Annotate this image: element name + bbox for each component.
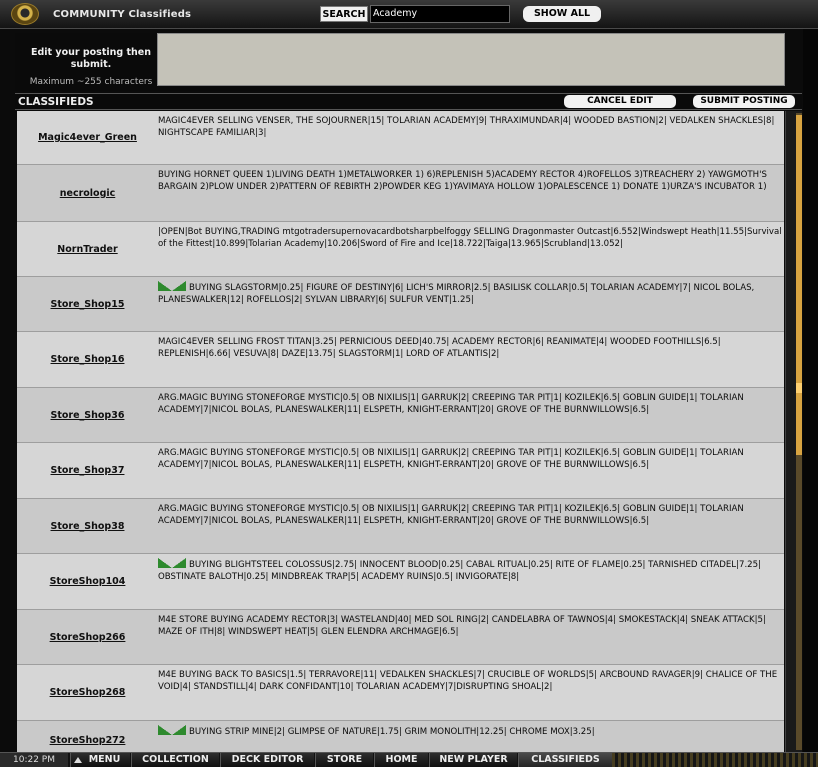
listing-row[interactable] <box>17 332 784 388</box>
tab-collection[interactable]: COLLECTION <box>131 753 219 767</box>
classifieds-header <box>15 93 802 110</box>
seller-cell <box>17 165 158 221</box>
posting-textarea[interactable] <box>157 33 785 86</box>
buy-sign-icon <box>158 558 186 568</box>
top-bar <box>0 0 818 29</box>
app-title: COMMUNITY Classifieds <box>53 9 192 20</box>
seller-name-link[interactable]: StoreShop104 <box>49 576 126 587</box>
search-input[interactable]: Academy <box>370 5 510 23</box>
buy-sign-icon <box>158 725 186 735</box>
listing-message: ARG.MAGIC BUYING STONEFORGE MYSTIC|0.5| OB NIXILIS|1| GARRUK|2| CREEPING TAR PIT|1| KOZILEK|6.5| GOBLIN GUIDE|1| TOLARIAN ACADEMY|7|NICOL BOLAS, PLANESWALKER|11| ELSPETH, KNIGHT-ERRANT|20| GROVE OF THE BURNWILLOWS|6.5| <box>158 448 744 470</box>
seller-name-link[interactable]: StoreShop268 <box>49 687 126 698</box>
tab-deck-editor[interactable]: DECK EDITOR <box>220 753 314 767</box>
tab-classifieds[interactable]: CLASSIFIEDS <box>518 753 612 767</box>
listing-message: BUYING STRIP MINE|2| GLIMPSE OF NATURE|1.75| GRIM MONOLITH|12.25| CHROME MOX|3.25| <box>158 721 784 752</box>
seller-cell <box>17 499 158 553</box>
listing-message: BUYING BLIGHTSTEEL COLOSSUS|2.75| INNOCENT BLOOD|0.25| CABAL RITUAL|0.25| RITE OF FLAME|0.25| TARNISHED CITADEL|7.25| OBSTINATE BALOTH|0.25| MINDBREAK TRAP|5| ACADEMY RUINS|0.5| INVIGORATE|8| <box>158 560 762 582</box>
listing-message: BUYING SLAGSTORM|0.25| FIGURE OF DESTINY|6| LICH'S MIRROR|2.5| BASILISK COLLAR|0.5| TOLARIAN ACADEMY|7| NICOL BOLAS, PLANESWALKER|12| ROFELLOS|2| SYLVAN LIBRARY|6| SULFUR VENT|1.25| <box>158 283 755 305</box>
menu-up-arrow-icon <box>74 757 82 763</box>
seller-cell <box>17 721 158 752</box>
seller-name-link[interactable]: Store_Shop36 <box>50 409 125 421</box>
scrollbar[interactable] <box>785 111 802 752</box>
buy-sign-icon <box>158 281 186 291</box>
posting-instructions: Edit your posting then submit. <box>30 47 152 70</box>
listing-row[interactable] <box>17 665 784 721</box>
window-frame <box>803 29 818 752</box>
seller-cell <box>17 388 158 442</box>
listing-row[interactable] <box>17 165 784 222</box>
seller-name-link[interactable]: Store_Shop37 <box>50 465 125 476</box>
seller-cell <box>17 554 158 609</box>
search-button[interactable]: SEARCH <box>320 6 368 22</box>
seller-name-link[interactable]: necrologic <box>59 187 116 199</box>
listing-message: BUYING HORNET QUEEN 1)LIVING DEATH 1)METALWORKER 1) 6)REPLENISH 5)ACADEMY RECTOR 4)ROFELLOS 3)TREACHERY 2) YAWGMOTH'S BARGAIN 2)PLOW UNDER 2)PATTERN OF REBIRTH 2)POWDER KEG 1)YAVIMAYA HOLLOW 1)OPALESCENCE 1) DONATE 1)URZA'S INCUBATOR 1) <box>158 170 767 192</box>
seller-name-link[interactable]: StoreShop272 <box>49 735 126 746</box>
listing-row[interactable] <box>17 610 784 665</box>
listing-message: MAGIC4EVER SELLING VENSER, THE SOJOURNER|15| TOLARIAN ACADEMY|9| THRAXIMUNDAR|4| WOODED BASTION|2| VEDALKEN SHACKLES|8| NIGHTSCAPE FAMILIAR|3| <box>158 116 775 138</box>
seller-cell <box>17 222 158 276</box>
seller-cell <box>17 610 158 664</box>
listing-message: |OPEN|Bot BUYING,TRADING mtgotradersupernovacardbotsharpbelfoggy SELLING Dragonmaster Outcast|6.552|Windswept Heath|11.55|Survival of the Fittest|10.899|Tolarian Academy|10.206|Sword of Fire and Ice|18.722|Taiga|13.965|Scrubland|13.052| <box>158 227 782 249</box>
classifieds-title: CLASSIFIEDS <box>18 96 94 108</box>
posting-panel <box>15 33 785 91</box>
seller-name-link[interactable]: Store_Shop38 <box>50 520 125 532</box>
listing-message: M4E BUYING BACK TO BASICS|1.5| TERRAVORE|11| VEDALKEN SHACKLES|7| CRUCIBLE OF WORLDS|5| ARCBOUND RAVAGER|9| CHALICE OF THE VOID|4| STANDSTILL|4| DARK CONFIDANT|10| TOLARIAN ACADEMY|7|DISRUPTING SHOAL|2| <box>158 670 778 692</box>
seller-name-link[interactable]: StoreShop266 <box>49 631 126 643</box>
listing-row[interactable] <box>17 111 784 165</box>
listing-row[interactable] <box>17 222 784 277</box>
seller-cell <box>17 111 158 164</box>
seller-cell <box>17 277 158 331</box>
seller-cell <box>17 443 158 498</box>
listing-row[interactable] <box>17 388 784 443</box>
listing-message: M4E STORE BUYING ACADEMY RECTOR|3| WASTELAND|40| MED SOL RING|2| CANDELABRA OF TAWNOS|4| SMOKESTACK|4| SNEAK ATTACK|5| MAZE OF ITH|8| WINDSWEPT HEAT|5| GLEN ELENDRA ARCHMAGE|6.5| <box>158 615 766 637</box>
clock: 10:22 PM <box>0 753 68 767</box>
tab-new-player[interactable]: NEW PLAYER <box>429 753 517 767</box>
listing-row[interactable] <box>17 721 784 752</box>
seller-name-link[interactable]: Magic4ever_Green <box>38 132 137 143</box>
tab-menu[interactable]: MENU <box>70 753 130 767</box>
seller-name-link[interactable]: NornTrader <box>57 243 118 255</box>
listing-message: ARG.MAGIC BUYING STONEFORGE MYSTIC|0.5| OB NIXILIS|1| GARRUK|2| CREEPING TAR PIT|1| KOZILEK|6.5| GOBLIN GUIDE|1| TOLARIAN ACADEMY|7|NICOL BOLAS, PLANESWALKER|11| ELSPETH, KNIGHT-ERRANT|20| GROVE OF THE BURNWILLOWS|6.5| <box>158 504 744 526</box>
seller-cell <box>17 665 158 720</box>
listing-row[interactable] <box>17 554 784 610</box>
cancel-edit-button[interactable]: CANCEL EDIT <box>564 95 676 108</box>
max-characters-note: Maximum ~255 characters <box>29 77 153 87</box>
show-all-button[interactable]: SHOW ALL <box>523 6 601 22</box>
classifieds-list[interactable] <box>17 111 784 752</box>
submit-posting-button[interactable]: SUBMIT POSTING <box>693 95 795 108</box>
listing-message: ARG.MAGIC BUYING STONEFORGE MYSTIC|0.5| OB NIXILIS|1| GARRUK|2| CREEPING TAR PIT|1| KOZILEK|6.5| GOBLIN GUIDE|1| TOLARIAN ACADEMY|7|NICOL BOLAS, PLANESWALKER|11| ELSPETH, KNIGHT-ERRANT|20| GROVE OF THE BURNWILLOWS|6.5| <box>158 393 744 415</box>
listing-message: MAGIC4EVER SELLING FROST TITAN|3.25| PERNICIOUS DEED|40.75| ACADEMY RECTOR|6| REANIMATE|4| WOODED FOOTHILLS|6.5| REPLENISH|6.66| VESUVA|8| DAZE|13.75| SLAGSTORM|1| LORD OF ATLANTIS|2| <box>158 337 721 359</box>
tab-home[interactable]: HOME <box>374 753 428 767</box>
seller-name-link[interactable]: Store_Shop16 <box>50 354 125 365</box>
scrollbar-thumb[interactable] <box>796 115 802 455</box>
listing-row[interactable] <box>17 499 784 554</box>
scrollbar-grip[interactable] <box>796 383 802 393</box>
decorative-stripe <box>612 753 818 767</box>
seller-cell <box>17 332 158 387</box>
tab-store[interactable]: STORE <box>315 753 373 767</box>
listing-row[interactable] <box>17 277 784 332</box>
app-logo-icon[interactable] <box>11 3 39 25</box>
bottom-nav <box>0 752 818 767</box>
seller-name-link[interactable]: Store_Shop15 <box>50 298 125 310</box>
listing-row[interactable] <box>17 443 784 499</box>
